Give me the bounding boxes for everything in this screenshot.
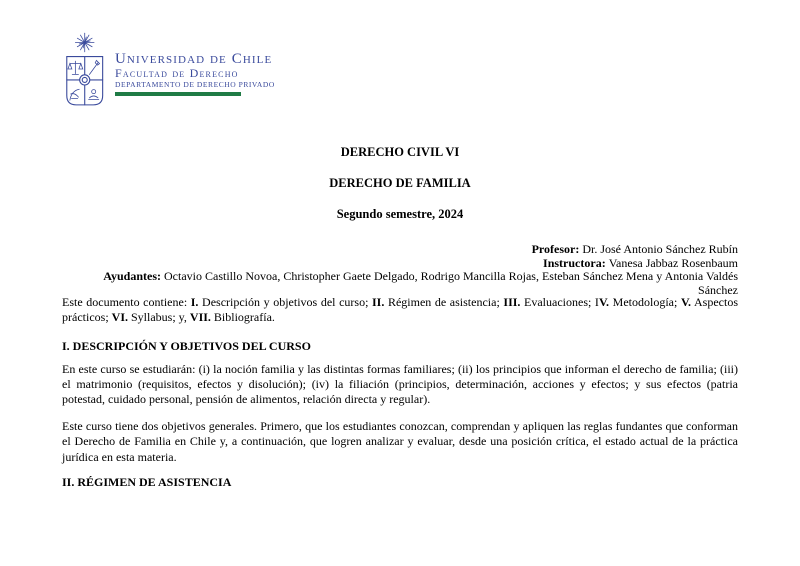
course-subtitle: DERECHO DE FAMILIA: [329, 176, 471, 190]
document-body: [62, 295, 738, 490]
logo-green-underline: [115, 92, 241, 96]
university-name: Universidad de Chile: [115, 51, 273, 67]
section-2-heading: II. RÉGIMEN DE ASISTENCIA: [62, 474, 232, 489]
description-paragraph: En este curso se estudiarán: (i) la noción familia y las distintas formas familiares; (ii) los principios que informan el derecho de familia; (iii) el matrimonio (requisitos, efectos y disolución); (iv) la filiación (principios, determinación, acciones y efectos; y sus efectos (patria potestad, cuidado personal, pensión de alimentos, relación directa y regular).: [62, 361, 738, 407]
contents-paragraph: Este documento contiene: I. Descripción y objetivos del curso; II. Régimen de asistencia; III. Evaluaciones; IV. Metodología; V. Aspectos prácticos; VI. Syllabus; y, VII. Bibliografía.: [62, 295, 738, 325]
university-logo: [62, 30, 275, 108]
assistants-line: Ayudantes: Octavio Castillo Novoa, Christopher Gaete Delgado, Rodrigo Mancilla Rojas, Esteban Sánchez Mena y Antonia Valdés Sánchez: [103, 269, 738, 297]
semester-line: Segundo semestre, 2024: [336, 207, 464, 221]
crest-shield-icon: [67, 57, 103, 105]
crest-sun-icon: [75, 33, 94, 52]
faculty-name: Facultad de Derecho: [115, 66, 239, 80]
university-crest-icon: [62, 30, 109, 108]
section-1-heading: I. DESCRIPCIÓN Y OBJETIVOS DEL CURSO: [62, 339, 311, 354]
instructor-line: Instructora: Vanesa Jabbaz Rosenbaum: [543, 255, 738, 270]
staff-block: [62, 243, 738, 297]
objectives-paragraph: Este curso tiene dos objetivos generales. Primero, que los estudiantes conozcan, comprendan y apliquen las reglas fundantes que conforman el Derecho de Familia en Chile y, a continuación, que logren analizar y evaluar, desde una posición crítica, el estado actual de la práctica jurídica en esta materia.: [62, 419, 738, 464]
logo-text-block: [115, 30, 275, 108]
professor-line: Profesor: Dr. José Antonio Sánchez Rubín: [531, 242, 738, 256]
department-name: DEPARTAMENTO DE DERECHO PRIVADO: [115, 80, 275, 89]
course-title: DERECHO CIVIL VI: [340, 145, 460, 159]
title-block: [62, 146, 738, 239]
